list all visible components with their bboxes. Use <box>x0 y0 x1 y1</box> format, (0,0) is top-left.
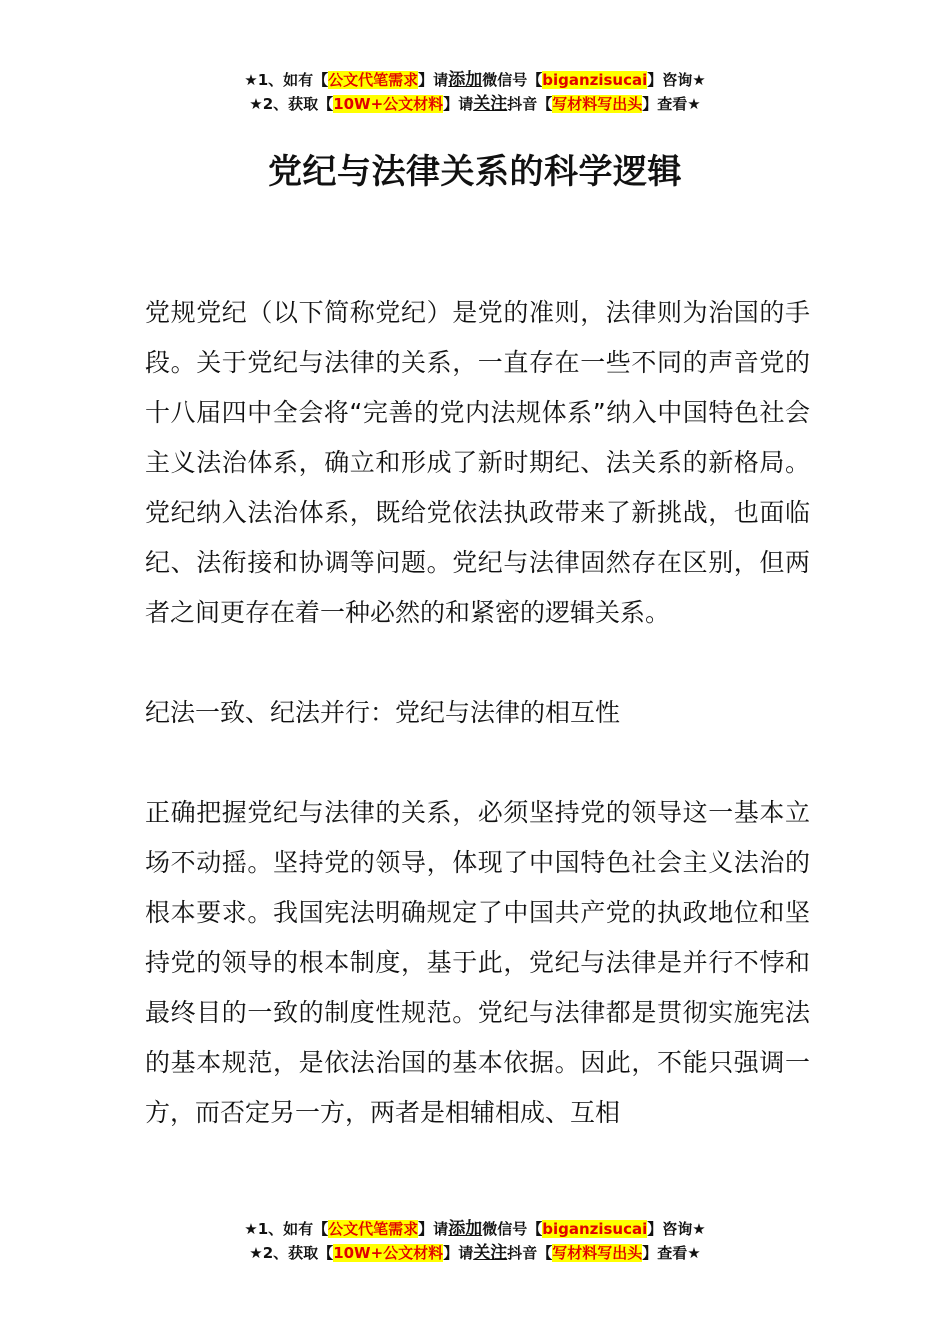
banner-text: ★2、获取【 <box>249 1244 334 1262</box>
banner-highlight: 写材料写出头 <box>552 1244 643 1262</box>
banner-highlight: 公文代笔需求 <box>328 71 419 89</box>
banner-text: 】咨询★ <box>647 71 706 89</box>
banner-text: ★2、获取【 <box>249 95 334 113</box>
document-title: 党纪与法律关系的科学逻辑 <box>268 152 682 192</box>
banner-highlight: 10W+公文材料 <box>333 1244 444 1262</box>
banner-line-2 <box>0 1241 950 1265</box>
banner-underlined: 添加 <box>448 1219 483 1239</box>
banner-highlight: biganzisucai <box>542 71 648 89</box>
paragraph-gap <box>145 638 810 688</box>
banner-highlight: 公文代笔需求 <box>328 1220 419 1238</box>
banner-underlined: 添加 <box>448 70 483 90</box>
banner-text: 微信号【 <box>482 71 543 89</box>
banner-text: ★1、如有【 <box>244 1220 329 1238</box>
document-body <box>145 288 810 1138</box>
banner-line-2 <box>0 92 950 116</box>
banner-text: 】咨询★ <box>647 1220 706 1238</box>
section-heading: 纪法一致、纪法并行：党纪与法律的相互性 <box>145 698 621 727</box>
header-banner <box>0 68 950 116</box>
banner-text: 】请 <box>443 1244 474 1262</box>
banner-text: 抖音【 <box>507 1244 553 1262</box>
banner-text: 抖音【 <box>507 95 553 113</box>
footer-banner <box>0 1217 950 1265</box>
banner-text: 】查看★ <box>642 1244 701 1262</box>
banner-text: 】请 <box>418 1220 449 1238</box>
banner-highlight: 10W+公文材料 <box>333 95 444 113</box>
banner-line-1 <box>0 1217 950 1241</box>
banner-text: 】请 <box>443 95 474 113</box>
banner-text: 微信号【 <box>482 1220 543 1238</box>
banner-highlight: 写材料写出头 <box>552 95 643 113</box>
banner-underlined: 关注 <box>473 94 508 114</box>
banner-highlight: biganzisucai <box>542 1220 648 1238</box>
paragraph-gap <box>145 738 810 788</box>
banner-line-1 <box>0 68 950 92</box>
banner-text: 】请 <box>418 71 449 89</box>
banner-text: 】查看★ <box>642 95 701 113</box>
paragraph-intro: 党规党纪（以下简称党纪）是党的准则，法律则为治国的手段。关于党纪与法律的关系，一直存在一些不同的声音党的十八届四中全会将“完善的党内法规体系”纳入中国特色社会主义法治体系，确立和形成了新时期纪、法关系的新格局。党纪纳入法治体系，既给党依法执政带来了新挑战，也面临纪、法衔接和协调等问题。党纪与法律固然存在区别，但两者之间更存在着一种必然的和紧密的逻辑关系。 <box>145 298 810 627</box>
banner-text: ★1、如有【 <box>244 71 329 89</box>
banner-underlined: 关注 <box>473 1243 508 1263</box>
paragraph-body: 正确把握党纪与法律的关系，必须坚持党的领导这一基本立场不动摇。坚持党的领导，体现了中国特色社会主义法治的根本要求。我国宪法明确规定了中国共产党的执政地位和坚持党的领导的根本制度，基于此，党纪与法律是并行不悖和最终目的一致的制度性规范。党纪与法律都是贯彻实施宪法的基本规范，是依法治国的基本依据。因此，不能只强调一方，而否定另一方，两者是相辅相成、互相 <box>145 798 810 1127</box>
